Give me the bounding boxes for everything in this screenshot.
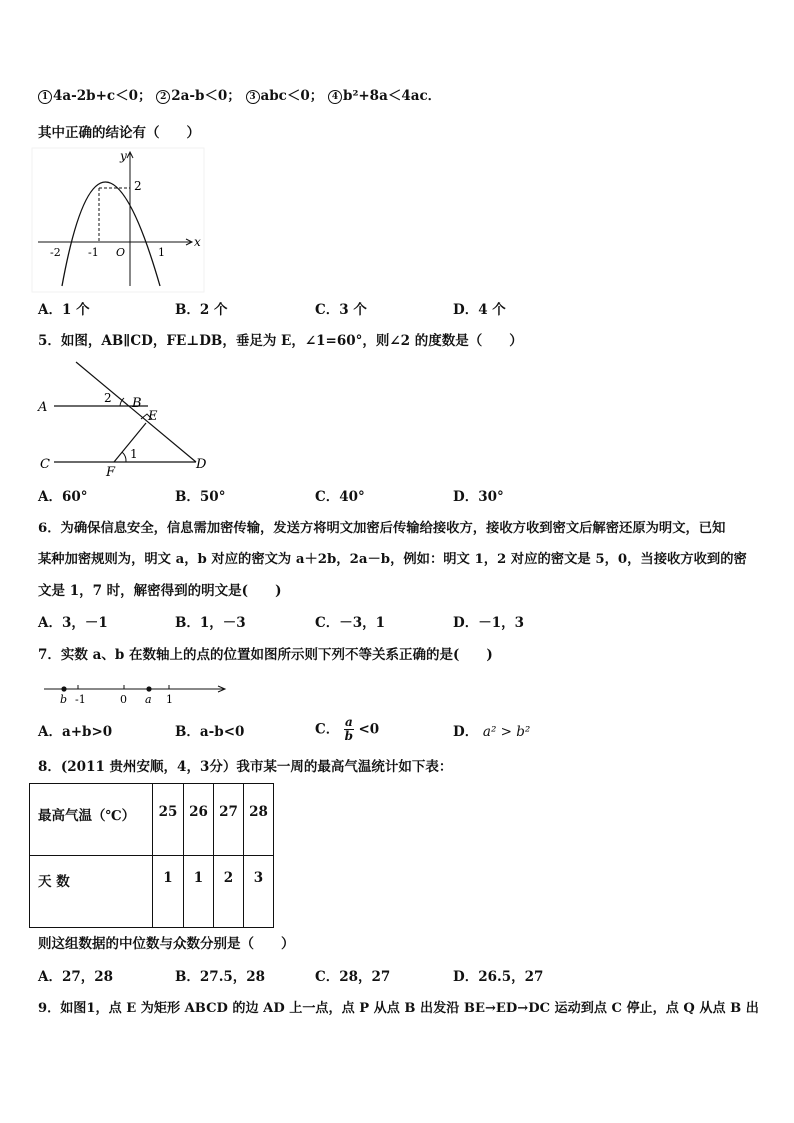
q6-option-a[interactable]: A．3，－1 xyxy=(38,615,108,631)
x-label: x xyxy=(194,235,201,249)
q6-line-3: 文是 1，7 时，解密得到的明文是( ) xyxy=(38,583,282,599)
q5-option-c[interactable]: C．40° xyxy=(315,489,365,505)
origin-label: O xyxy=(116,246,126,259)
condition-4: b²+8a＜4ac． xyxy=(343,88,442,104)
label-one: 1 xyxy=(166,693,173,706)
q7-stem: 7．实数 a、b 在数轴上的点的位置如图所示则下列不等关系正确的是( ) xyxy=(38,647,493,663)
cell-temp-27 xyxy=(214,784,244,856)
table-row-days xyxy=(30,856,274,928)
label-c: C xyxy=(40,457,50,472)
q8-option-b[interactable]: B．27.5，28 xyxy=(175,969,266,985)
table-row-temps xyxy=(30,784,274,856)
temp-26: 26 xyxy=(189,804,208,820)
header-days-text: 天 数 xyxy=(38,874,70,890)
condition-3: abc＜0； xyxy=(260,88,324,104)
label-a-point: a xyxy=(145,693,152,706)
tick-neg1: -1 xyxy=(88,246,99,259)
label-b-point: b xyxy=(60,693,68,706)
q6-option-d[interactable]: D．－1，3 xyxy=(453,615,524,631)
q7-option-d[interactable] xyxy=(453,723,530,741)
label-f: F xyxy=(106,465,116,478)
condition-1: 4a-2b+c＜0； xyxy=(53,88,152,104)
cell-days-1b xyxy=(184,856,214,928)
days-28: 3 xyxy=(253,870,264,886)
q4-prompt: 其中正确的结论有（ ） xyxy=(38,125,200,141)
days-27: 2 xyxy=(223,870,234,886)
tick-1: 1 xyxy=(158,246,165,259)
y-label: y xyxy=(120,149,127,163)
label-d: D xyxy=(196,457,207,472)
q8-option-c[interactable]: C．28，27 xyxy=(315,969,391,985)
q4-conditions xyxy=(38,87,441,105)
q5-option-a[interactable]: A．60° xyxy=(38,489,88,505)
q6-option-c[interactable]: C．－3，1 xyxy=(315,615,386,631)
cell-header-days xyxy=(30,856,153,928)
days-25: 1 xyxy=(163,870,173,886)
circled-1: 1 xyxy=(38,90,52,104)
temp-27: 27 xyxy=(219,804,238,820)
point-b xyxy=(61,686,66,691)
q4-option-a[interactable]: A．1 个 xyxy=(38,302,90,318)
q6-line-1: 6．为确保信息安全，信息需加密传输，发送方将明文加密后传输给接收方，接收方收到密文后解密还原为明文，已知 xyxy=(38,521,726,536)
q5-option-b[interactable]: B．50° xyxy=(175,489,226,505)
q7-option-b[interactable]: B．a-b<0 xyxy=(175,724,245,740)
q7-option-a[interactable]: A．a+b>0 xyxy=(38,724,113,740)
q7-option-c[interactable] xyxy=(315,716,379,743)
label-e: E xyxy=(148,409,158,424)
q5-option-d[interactable]: D．30° xyxy=(453,489,504,505)
q7-option-c-prefix: C． xyxy=(315,721,340,738)
circled-3: 3 xyxy=(246,90,260,104)
q8-prompt: 则这组数据的中位数与众数分别是（ ） xyxy=(38,936,295,952)
cell-days-3 xyxy=(244,856,274,928)
cell-days-1a xyxy=(153,856,184,928)
label-zero: 0 xyxy=(120,693,127,706)
label-neg1: -1 xyxy=(75,693,86,706)
q4-option-d[interactable]: D．4 个 xyxy=(453,302,506,318)
point-a xyxy=(146,686,151,691)
q8-stem: 8．(2011 贵州安顺，4，3分）我市某一周的最高气温统计如下表： xyxy=(38,759,453,775)
q8-temperature-table xyxy=(29,783,274,928)
label-b: B xyxy=(132,396,142,411)
label-angle2: 2 xyxy=(104,391,112,405)
peak-label: 2 xyxy=(134,179,142,193)
q5-stem: 5．如图，AB∥CD，FE⊥DB，垂足为 E，∠1=60°，则∠2 的度数是（ ） xyxy=(38,333,523,349)
q7-option-d-expr: a² > b² xyxy=(482,724,531,740)
header-temp-text: 最高气温（℃） xyxy=(38,808,136,824)
q9-stem: 9．如图1，点 E 为矩形 ABCD 的边 AD 上一点，点 P 从点 B 出发沿 BE→ED→DC 运动到点 C 停止，点 Q 从点 B 出 xyxy=(38,1001,759,1016)
q6-option-b[interactable]: B．1，－3 xyxy=(175,615,246,631)
cell-temp-25 xyxy=(153,784,184,856)
circled-4: 4 xyxy=(328,90,342,104)
q8-option-a[interactable]: A．27，28 xyxy=(38,969,114,985)
cell-days-2 xyxy=(214,856,244,928)
q7-option-c-suffix: <0 xyxy=(358,721,380,738)
tick-neg2: -2 xyxy=(50,246,61,259)
fraction-denominator: b xyxy=(344,729,354,743)
fraction-numerator: a xyxy=(344,715,353,729)
cell-temp-28 xyxy=(244,784,274,856)
label-a: A xyxy=(38,400,48,415)
temp-28: 28 xyxy=(249,804,268,820)
label-angle1: 1 xyxy=(130,447,138,461)
q4-option-c[interactable]: C．3 个 xyxy=(315,302,367,318)
temp-25: 25 xyxy=(158,804,178,820)
angle-1-arc xyxy=(122,452,126,462)
q4-parabola-graph xyxy=(30,146,210,294)
cell-temp-26 xyxy=(184,784,214,856)
condition-2: 2a-b＜0； xyxy=(171,88,241,104)
circled-2: 2 xyxy=(156,90,170,104)
q5-parallel-lines-figure xyxy=(34,356,219,478)
cell-header-temp xyxy=(30,784,153,856)
q7-option-c-fraction xyxy=(344,716,354,743)
q7-option-d-prefix: D． xyxy=(453,724,479,740)
q7-number-line xyxy=(38,676,238,710)
days-26: 1 xyxy=(193,870,204,886)
q8-option-d[interactable]: D．26.5，27 xyxy=(453,969,544,985)
q6-line-2: 某种加密规则为，明文 a，b 对应的密文为 a＋2b，2a－b，例如：明文 1，2 对应的密文是 5，0，当接收方收到的密 xyxy=(38,552,747,567)
q4-option-b[interactable]: B．2 个 xyxy=(175,302,228,318)
